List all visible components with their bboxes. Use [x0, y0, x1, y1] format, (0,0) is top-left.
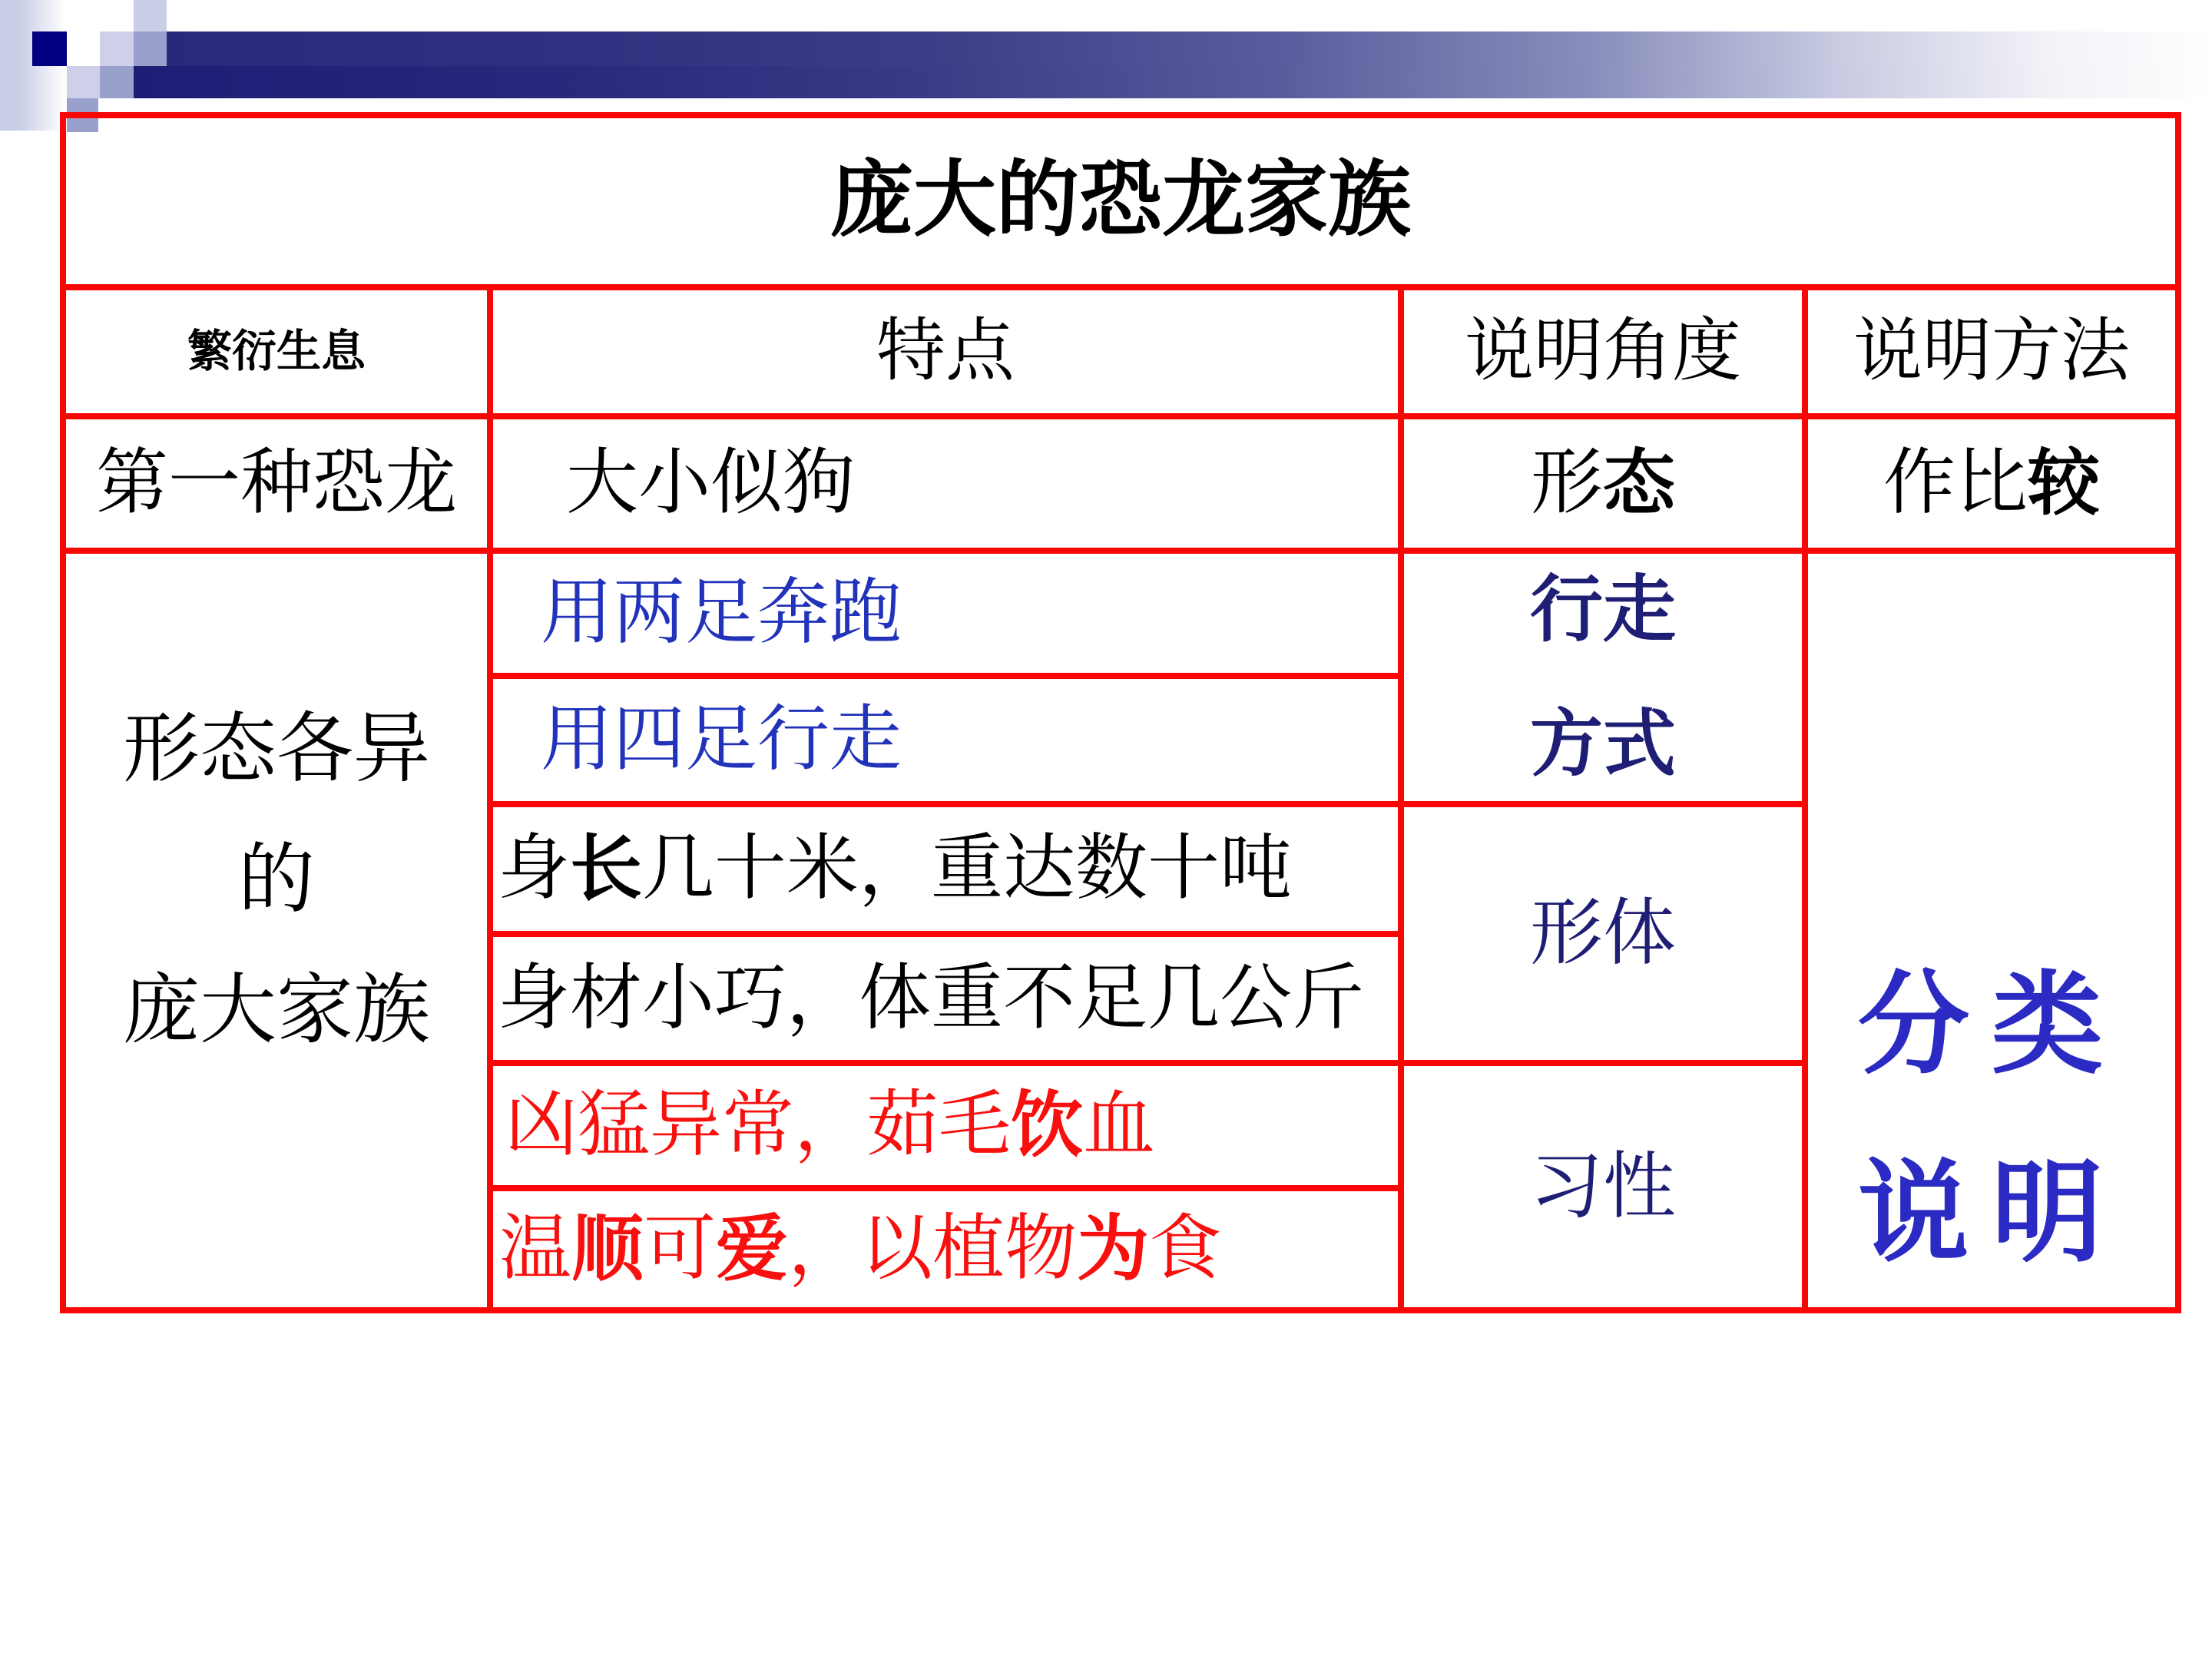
cell-size-like-dog: 大小似狗	[493, 419, 1404, 554]
cell-habits: 习性	[1404, 1066, 1808, 1307]
dinosaur-family-table	[60, 112, 2181, 1313]
cell-classification-method: 分类 说明	[1858, 962, 2125, 1275]
feature-gentle: 温 顺 可 爱 ，以植物 为 食	[493, 1191, 1404, 1307]
decor-lavender-square	[67, 66, 100, 98]
table-title: 庞大的恐龙家族	[66, 118, 2175, 290]
feature-huge-body: 身 长 几十米，重达数十吨	[493, 807, 1404, 937]
cell-body-shape: 形体	[1404, 807, 1808, 1066]
header-reproduction: 繁衍生息	[66, 290, 493, 419]
feature-small-body: 身材小巧，体重不足几公斤	[493, 937, 1404, 1066]
cell-form-angle: 形 态	[1404, 419, 1808, 554]
decor-periwinkle-square	[134, 31, 167, 66]
feature-biped-run: 用两足奔跑	[493, 554, 1404, 679]
decor-lavender-square	[100, 31, 134, 66]
feature-fierce: 凶猛异常，茹毛 饮 血	[493, 1066, 1404, 1191]
decor-gradient-bar-bottom	[134, 66, 2212, 98]
cell-varied-family: 形态各异 的 庞大家族	[66, 554, 493, 1307]
decor-lavender-square	[134, 0, 167, 31]
decor-gradient-bar-top	[167, 31, 2212, 66]
decor-periwinkle-square	[100, 66, 134, 98]
header-features: 特点	[493, 290, 1404, 419]
cell-walking-mode: 行走 方式	[1404, 554, 1808, 807]
decor-navy-square	[32, 31, 67, 66]
feature-quadruped-walk: 用四足行走	[493, 679, 1404, 807]
header-angle: 说明角度	[1404, 290, 1808, 419]
cell-comparison-method: 作比 较	[1808, 419, 2175, 554]
cell-first-dinosaur: 第一种恐龙	[66, 419, 493, 554]
header-method: 说明方法	[1808, 290, 2175, 419]
